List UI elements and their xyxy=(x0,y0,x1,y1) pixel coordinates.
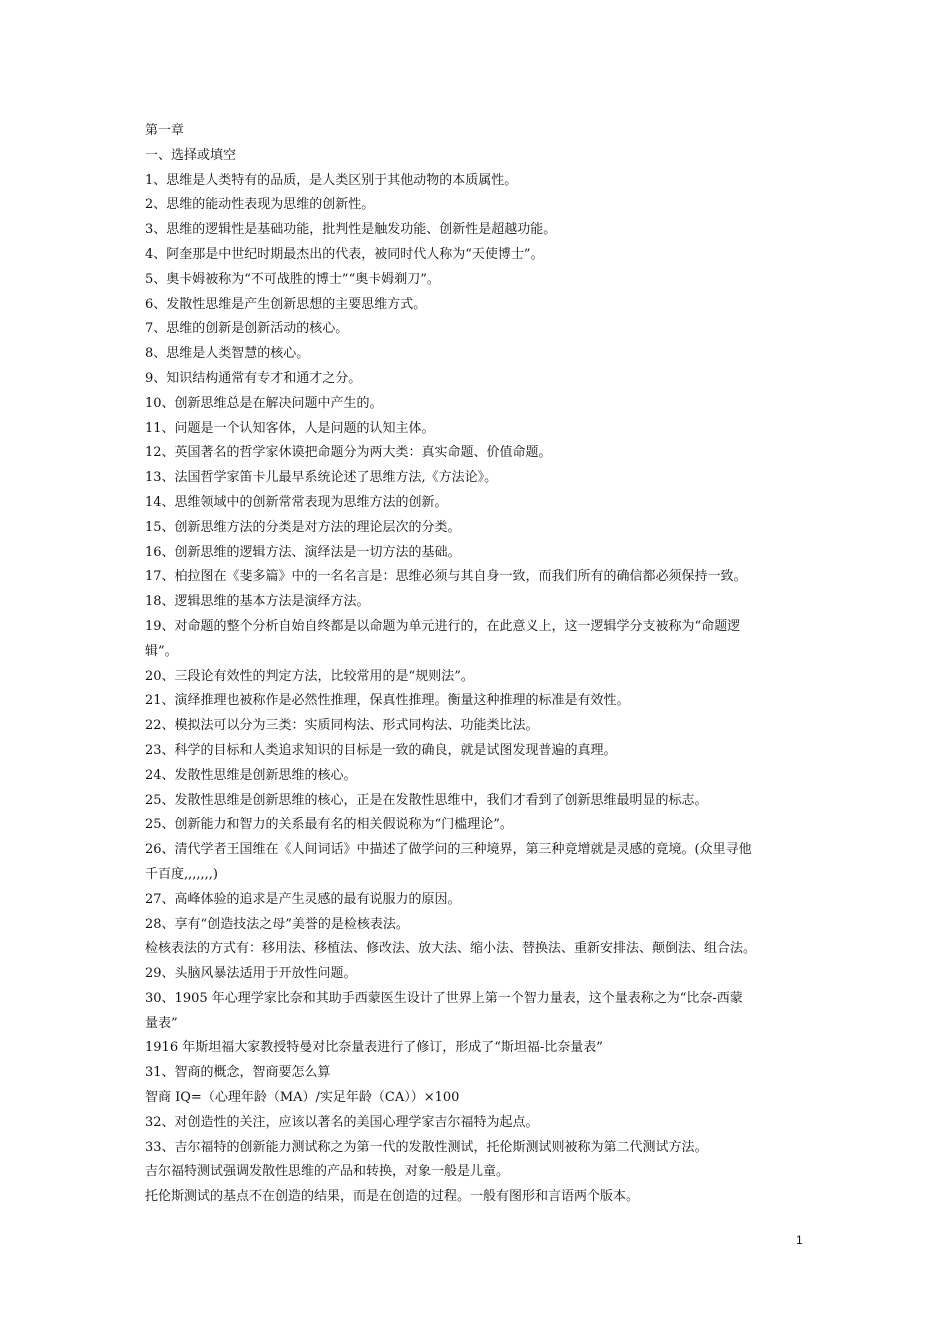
document-body xyxy=(145,119,815,1210)
text-line: 19、对命题的整个分析自始自终都是以命题为单元进行的，在此意义上，这一逻辑学分支被称为“命题逻 xyxy=(145,618,741,634)
text-line: 量表” xyxy=(145,1015,178,1031)
text-line: 16、创新思维的逻辑方法、演绎法是一切方法的基础。 xyxy=(145,544,461,560)
text-line: 千百度,,,,,,,) xyxy=(145,866,218,882)
text-line: 辑”。 xyxy=(145,643,178,659)
text-line: 31、智商的概念，智商要怎么算 xyxy=(145,1065,331,1081)
text-line: 18、逻辑思维的基本方法是演绎方法。 xyxy=(145,594,370,610)
text-line: 22、模拟法可以分为三类：实质同构法、形式同构法、功能类比法。 xyxy=(145,718,539,734)
text-line: 4、阿奎那是中世纪时期最杰出的代表，被同时代人称为“天使博士”。 xyxy=(145,246,544,262)
text-line: 30、1905 年心理学家比奈和其助手西蒙医生设计了世界上第一个智力量表，这个量表称之为“比奈-西蒙 xyxy=(145,990,743,1006)
text-line: 3、思维的逻辑性是基础功能，批判性是触发功能、创新性是超越功能。 xyxy=(145,222,557,238)
section-heading: 一、选择或填空 xyxy=(145,147,237,163)
text-line: 25、发散性思维是创新思维的核心，正是在发散性思维中，我们才看到了创新思维最明显的标志。 xyxy=(145,792,708,808)
text-line: 29、头脑风暴法适用于开放性问题。 xyxy=(145,966,357,982)
text-line: 吉尔福特测试强调发散性思维的产品和转换，对象一般是儿童。 xyxy=(145,1164,510,1180)
text-line: 24、发散性思维是创新思维的核心。 xyxy=(145,767,357,783)
text-line: 21、演绎推理也被称作是必然性推理，保真性推理。衡量这种推理的标准是有效性。 xyxy=(145,693,630,709)
text-line: 14、思维领域中的创新常常表现为思维方法的创新。 xyxy=(145,494,448,510)
text-line: 8、思维是人类智慧的核心。 xyxy=(145,346,310,362)
text-line: 25、创新能力和智力的关系最有名的相关假说称为“门槛理论”。 xyxy=(145,817,513,833)
page-number: 1 xyxy=(796,1233,803,1247)
text-line: 智商 IQ=（心理年龄（MA）/实足年龄（CA））×100 xyxy=(145,1090,460,1106)
text-line: 2、思维的能动性表现为思维的创新性。 xyxy=(145,197,375,213)
text-line: 6、发散性思维是产生创新思想的主要思维方式。 xyxy=(145,296,427,312)
text-line: 12、英国著名的哲学家休谟把命题分为两大类：真实命题、价值命题。 xyxy=(145,445,552,461)
text-line: 23、科学的目标和人类追求知识的目标是一致的确良，就是试图发现普遍的真理。 xyxy=(145,742,617,758)
text-line: 检核表法的方式有：移用法、移植法、修改法、放大法、缩小法、替换法、重新安排法、颠倒法、组合法。 xyxy=(145,941,757,957)
chapter-heading: 第一章 xyxy=(145,123,185,138)
text-line: 20、三段论有效性的判定方法，比较常用的是“规则法”。 xyxy=(145,668,474,684)
text-line: 27、高峰体验的追求是产生灵感的最有说服力的原因。 xyxy=(145,891,461,907)
text-line: 13、法国哲学家笛卡儿最早系统论述了思维方法,《方法论》。 xyxy=(145,470,498,486)
text-line: 7、思维的创新是创新活动的核心。 xyxy=(145,321,349,337)
text-lines xyxy=(145,169,815,1210)
text-line: 26、清代学者王国维在《人间词话》中描述了做学问的三种境界，第三种竟增就是灵感的竟境。(众里寻他 xyxy=(145,842,752,858)
text-line: 32、对创造性的关注，应该以著名的美国心理学家吉尔福特为起点。 xyxy=(145,1114,539,1130)
text-line: 17、柏拉图在《斐多篇》中的一名名言是：思维必须与其自身一致，而我们所有的确信都必须保持一致。 xyxy=(145,569,747,585)
text-line: 托伦斯测试的基点不在创造的结果，而是在创造的过程。一般有图形和言语两个版本。 xyxy=(145,1189,640,1205)
text-line: 1916 年斯坦福大家教授特曼对比奈量表进行了修订，形成了“斯坦福-比奈量表” xyxy=(145,1040,603,1056)
text-line: 33、吉尔福特的创新能力测试称之为第一代的发散性测试，托伦斯测试则被称为第二代测试方法。 xyxy=(145,1139,708,1155)
text-line: 1、思维是人类特有的品质，是人类区别于其他动物的本质属性。 xyxy=(145,172,518,188)
text-line: 9、知识结构通常有专才和通才之分。 xyxy=(145,370,362,386)
text-line: 10、创新思维总是在解决问题中产生的。 xyxy=(145,395,383,411)
text-line: 11、问题是一个认知客体，人是问题的认知主体。 xyxy=(145,420,435,436)
text-line: 28、享有“创造技法之母”美誉的是检核表法。 xyxy=(145,916,409,932)
text-line: 15、创新思维方法的分类是对方法的理论层次的分类。 xyxy=(145,519,461,535)
text-line: 5、奥卡姆被称为“不可战胜的博士”“奥卡姆剃刀”。 xyxy=(145,271,440,287)
